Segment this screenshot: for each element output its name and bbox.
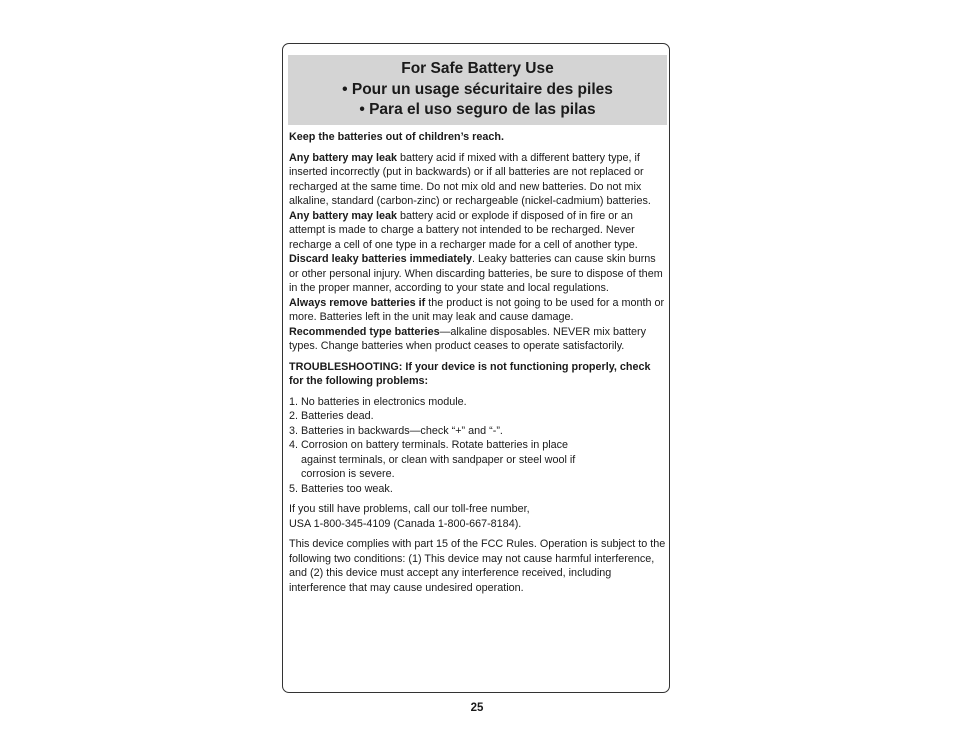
contact-info: [289, 502, 667, 531]
paragraph-lead: Recommended type batteries: [289, 325, 440, 338]
list-item: 2. Batteries dead.: [289, 410, 374, 422]
paragraph-lead: Always remove batteries if: [289, 296, 426, 309]
contact-phone: USA 1-800-345-4109 (Canada 1-800-667-8184).: [289, 517, 522, 530]
paragraph-text: battery acid or explode if disposed of in fire or an attempt is made to charge a battery not intended to be recharged. Never recharge a cell of one type in a recharger made for a cell of another type.: [289, 209, 638, 251]
title-spanish: • Para el uso seguro de las pilas: [359, 101, 596, 118]
list-item: 5. Batteries too weak.: [289, 482, 393, 495]
troubleshooting-list: [289, 395, 667, 497]
page-number: 25: [470, 702, 484, 714]
paragraph-text: battery acid if mixed with a different battery type, if inserted incorrectly (put in backwards) or if all batteries are not replaced or recharged at the same time. Do not mix old and new batteries. Do not mix alkaline, standard (carbon-zinc) or rechargeable (nickel-cadmium) batteries.: [289, 151, 651, 207]
list-item: 1. No batteries in electronics module.: [289, 395, 467, 408]
title-french: • Pour un usage sécuritaire des piles: [342, 80, 613, 98]
fcc-statement: This device complies with part 15 of the FCC Rules. Operation is subject to the following two conditions: (1) This device may not cause harmful interference, and (2) this device must accept any interference received, including interference that may cause undesired operation.: [289, 538, 666, 594]
paragraph-lead: Any battery may leak: [289, 209, 398, 222]
paragraph-lead: Discard leaky batteries immediately: [289, 253, 473, 265]
list-item-continuation: against terminals, or clean with sandpaper or steel wool if: [301, 453, 576, 466]
list-item: 3. Batteries in backwards—check “+” and “-”.: [289, 424, 503, 437]
list-item-continuation: corrosion is severe.: [301, 468, 395, 480]
title-box: [288, 55, 667, 125]
paragraph-lead: Any battery may leak: [289, 151, 398, 164]
paragraph-discard: [289, 252, 667, 296]
safety-panel: [282, 43, 670, 693]
paragraph-remove: [289, 296, 667, 325]
paragraph-text: . Leaky batteries can cause skin burns or other personal injury. When discarding batteries, be sure to dispose of them in the proper manner, according to your state and local regulations.: [289, 253, 663, 294]
title-english: For Safe Battery Use: [401, 60, 554, 77]
paragraph-text: the product is not going to be used for a month or more. Batteries left in the unit may leak and cause damage.: [289, 296, 665, 323]
list-item: 4. Corrosion on battery terminals. Rotate batteries in place: [289, 439, 569, 451]
intro-warning: Keep the batteries out of children’s reach.: [289, 131, 504, 143]
contact-line: If you still have problems, call our toll-free number,: [289, 503, 530, 515]
paragraph-leak-fire: [289, 209, 667, 253]
paragraph-leak-mixing: [289, 151, 667, 209]
paragraph-recommended: [289, 325, 667, 354]
troubleshooting-heading: TROUBLESHOOTING: If your device is not functioning properly, check for the following problems:: [289, 360, 651, 387]
paragraph-text: —alkaline disposables. NEVER mix battery types. Change batteries when product ceases to operate satisfactorily.: [289, 325, 647, 352]
panel-content: [289, 130, 667, 595]
